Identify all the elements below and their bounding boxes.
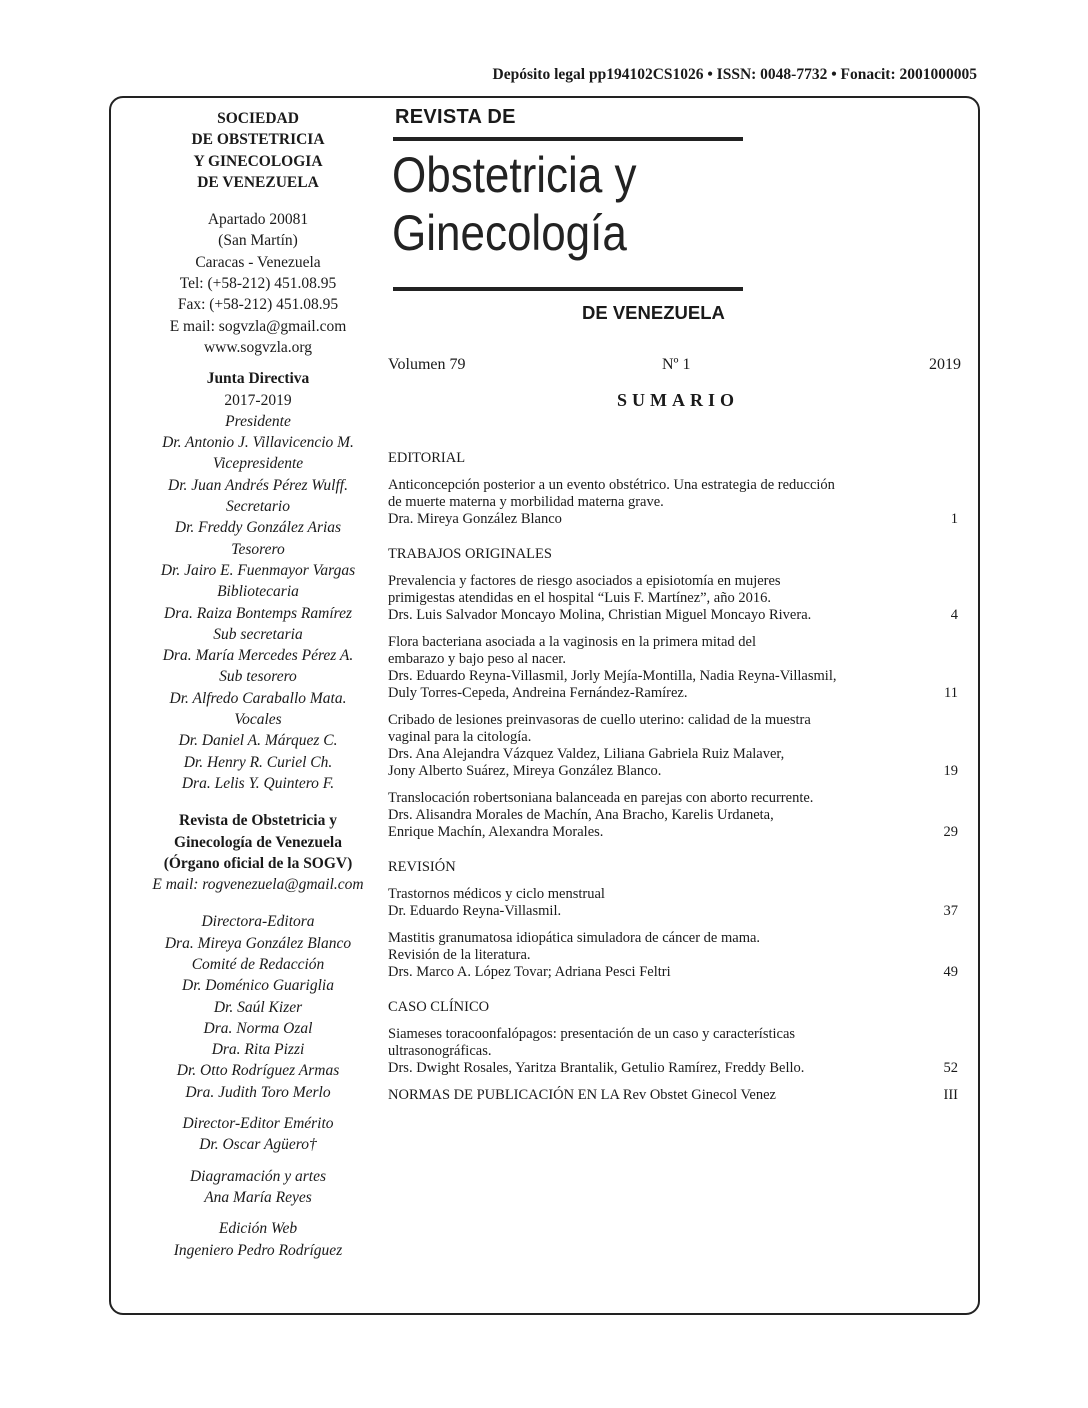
article-line: Drs. Marco A. López Tovar; Adriana Pesci Feltri bbox=[388, 964, 671, 980]
web-credits bbox=[112, 1218, 404, 1261]
junta-line: Bibliotecaria bbox=[217, 583, 299, 601]
article-entry[interactable] bbox=[388, 634, 968, 702]
publication-norms-entry[interactable] bbox=[388, 1087, 968, 1104]
article-text bbox=[388, 790, 888, 841]
article-line: Drs. Alisandra Morales de Machín, Ana Bracho, Karelis Urdaneta, bbox=[388, 807, 774, 823]
article-entry[interactable] bbox=[388, 573, 968, 624]
issue-volume: Volumen 79 bbox=[388, 356, 466, 373]
emeritus-line: Director-Editor Emérito bbox=[182, 1115, 334, 1133]
article-line: Siameses toracoonfalópagos: presentación de un caso y características bbox=[388, 1026, 796, 1042]
masthead-bottom-rule bbox=[393, 287, 743, 291]
article-text bbox=[388, 930, 888, 981]
article-entry[interactable] bbox=[388, 712, 968, 780]
article-page-number: 11 bbox=[944, 685, 958, 701]
editorial-board bbox=[112, 911, 404, 1103]
article-line: Revisión de la literatura. bbox=[388, 947, 531, 963]
article-line: Translocación robertsoniana balanceada en parejas con aborto recurrente. bbox=[388, 790, 814, 806]
article-page-number: 52 bbox=[943, 1060, 958, 1076]
article-text bbox=[388, 886, 888, 920]
web-line: Ingeniero Pedro Rodríguez bbox=[173, 1241, 343, 1259]
design-credits bbox=[112, 1166, 404, 1209]
design-line: Ana María Reyes bbox=[204, 1188, 312, 1206]
article-line: Drs. Dwight Rosales, Yaritza Brantalik, Getulio Ramírez, Freddy Bello. bbox=[388, 1060, 805, 1076]
article-line: Flora bacteriana asociada a la vaginosis en la primera mitad del bbox=[388, 634, 756, 650]
article-line: Dra. Mireya González Blanco bbox=[388, 511, 562, 527]
junta-line: Sub tesorero bbox=[219, 668, 297, 686]
norms-text: NORMAS DE PUBLICACIÓN EN LA Rev Obstet Ginecol Venez bbox=[388, 1087, 776, 1103]
junta-line: Tesorero bbox=[231, 540, 285, 558]
revista-line: Ginecología de Venezuela bbox=[174, 833, 342, 851]
emeritus bbox=[112, 1113, 404, 1156]
address-line: Apartado 20081 bbox=[207, 211, 309, 229]
address-line: Caracas - Venezuela bbox=[195, 253, 321, 271]
article-text bbox=[388, 477, 888, 528]
masthead-title bbox=[392, 146, 637, 262]
board-line: Comité de Redacción bbox=[191, 955, 325, 973]
junta-line: Secretario bbox=[226, 498, 290, 516]
junta-line: Dr. Juan Andrés Pérez Wulff. bbox=[168, 476, 348, 494]
board-line: Dr. Saúl Kizer bbox=[213, 998, 303, 1016]
junta-line: Vicepresidente bbox=[212, 455, 304, 473]
article-page-number: 49 bbox=[943, 964, 958, 980]
board-line: Directora-Editora bbox=[201, 913, 315, 931]
society-address bbox=[112, 209, 404, 358]
address-line: Tel: (+58-212) 451.08.95 bbox=[179, 275, 337, 293]
sumario-heading: SUMARIO bbox=[617, 390, 740, 410]
article-page-number: 37 bbox=[943, 903, 958, 919]
article-line: Enrique Machín, Alexandra Morales. bbox=[388, 824, 604, 840]
address-line: www.sogvzla.org bbox=[203, 338, 313, 356]
junta-line: Dr. Henry R. Curiel Ch. bbox=[183, 753, 333, 771]
junta-line: Dr. Jairo E. Fuenmayor Vargas bbox=[160, 561, 356, 579]
junta-members bbox=[112, 411, 404, 794]
address-line: Fax: (+58-212) 451.08.95 bbox=[177, 296, 339, 314]
article-line: Cribado de lesiones preinvasoras de cuello uterino: calidad de la muestra bbox=[388, 712, 811, 728]
article-line: Jony Alberto Suárez, Mireya González Blanco. bbox=[388, 763, 662, 779]
section-heading: EDITORIAL bbox=[388, 450, 466, 466]
section-heading: TRABAJOS ORIGINALES bbox=[388, 546, 552, 562]
article-page-number: 19 bbox=[943, 763, 958, 779]
address-line: E mail: sogvzla@gmail.com bbox=[169, 317, 347, 335]
left-column bbox=[112, 108, 404, 1261]
article-line: Prevalencia y factores de riesgo asociados a episiotomía en mujeres bbox=[388, 573, 781, 589]
revista-info bbox=[112, 810, 404, 895]
junta-line: Presidente bbox=[225, 412, 291, 430]
article-line: embarazo y bajo peso al nacer. bbox=[388, 651, 566, 667]
article-page-number: 29 bbox=[943, 824, 958, 840]
article-entry[interactable] bbox=[388, 477, 968, 528]
junta-line: Dra. Lelis Y. Quintero F. bbox=[181, 774, 335, 792]
junta-line: Dr. Freddy González Arias bbox=[174, 519, 342, 537]
web-line: Edición Web bbox=[218, 1220, 298, 1238]
article-line: Mastitis granumatosa idiopática simuladora de cáncer de mama. bbox=[388, 930, 761, 946]
article-text bbox=[388, 634, 888, 702]
board-line: Dra. Mireya González Blanco bbox=[164, 934, 352, 952]
junta-line: Vocales bbox=[234, 711, 282, 729]
masthead-revista-de: REVISTA DE bbox=[395, 106, 516, 128]
emeritus-line: Dr. Oscar Agüero† bbox=[199, 1136, 317, 1154]
masthead-de-venezuela: DE VENEZUELA bbox=[582, 302, 725, 323]
junta-line: Dr. Daniel A. Márquez C. bbox=[178, 732, 338, 750]
junta-directiva bbox=[112, 368, 404, 794]
junta-line: Dra. María Mercedes Pérez A. bbox=[162, 647, 354, 665]
article-page-number: 1 bbox=[950, 511, 958, 527]
article-line: de muerte materna y morbilidad materna grave. bbox=[388, 494, 664, 510]
table-of-contents bbox=[388, 450, 968, 1104]
article-text bbox=[388, 712, 888, 780]
legal-deposit-line: Depósito legal pp194102CS1026 • ISSN: 0048-7732 • Fonacit: 2001000005 bbox=[492, 66, 977, 83]
article-line: Drs. Ana Alejandra Vázquez Valdez, Liliana Gabriela Ruiz Malaver, bbox=[388, 746, 785, 762]
article-page-number: 4 bbox=[950, 607, 958, 623]
article-line: primigestas atendidas en el hospital “Luis F. Martínez”, año 2016. bbox=[388, 590, 771, 606]
article-line: ultrasonográficas. bbox=[388, 1043, 492, 1059]
society-name-line: DE OBSTETRICIA bbox=[191, 131, 325, 149]
board-line: Dra. Judith Toro Merlo bbox=[185, 1083, 331, 1101]
junta-period: 2017-2019 bbox=[224, 391, 292, 409]
article-entry[interactable] bbox=[388, 1026, 968, 1077]
article-line: Duly Torres-Cepeda, Andreina Fernández-Ramírez. bbox=[388, 685, 688, 701]
section-heading: REVISIÓN bbox=[388, 859, 456, 875]
board-line: Dra. Rita Pizzi bbox=[211, 1041, 305, 1059]
board-line: Dr. Doménico Guariglia bbox=[182, 977, 334, 995]
article-line: Anticoncepción posterior a un evento obstétrico. Una estrategia de reducción bbox=[388, 477, 835, 493]
article-entry[interactable] bbox=[388, 930, 968, 981]
revista-line: Revista de Obstetricia y bbox=[179, 812, 337, 830]
masthead-title-line1: Obstetricia y bbox=[392, 147, 637, 203]
norms-page-number: III bbox=[943, 1087, 958, 1103]
issue-year: 2019 bbox=[929, 356, 961, 373]
junta-line: Dra. Raiza Bontemps Ramírez bbox=[164, 604, 352, 622]
design-line: Diagramación y artes bbox=[189, 1167, 327, 1185]
revista-email: E mail: rogvenezuela@gmail.com bbox=[152, 876, 364, 894]
junta-line: Sub secretaria bbox=[213, 625, 303, 643]
society-name-line: SOCIEDAD bbox=[217, 110, 299, 127]
article-line: Trastornos médicos y ciclo menstrual bbox=[388, 886, 605, 902]
junta-line: Dr. Alfredo Caraballo Mata. bbox=[169, 689, 347, 707]
board-line: Dra. Norma Ozal bbox=[203, 1019, 313, 1037]
board-line: Dr. Otto Rodríguez Armas bbox=[176, 1062, 340, 1080]
revista-line: (Órgano oficial de la SOGV) bbox=[163, 854, 353, 872]
article-entry[interactable] bbox=[388, 886, 968, 920]
society-name bbox=[112, 108, 404, 193]
junta-title: Junta Directiva bbox=[206, 370, 310, 388]
masthead-top-rule bbox=[393, 137, 743, 141]
issue-number: Nº 1 bbox=[662, 356, 691, 373]
society-name-line: DE VENEZUELA bbox=[197, 173, 319, 191]
article-line: Dr. Eduardo Reyna-Villasmil. bbox=[388, 903, 562, 919]
article-line: Drs. Eduardo Reyna-Villasmil, Jorly Mejía-Montilla, Nadia Reyna-Villasmil, bbox=[388, 668, 837, 684]
article-line: Drs. Luis Salvador Moncayo Molina, Christian Miguel Moncayo Rivera. bbox=[388, 607, 812, 623]
address-line: (San Martín) bbox=[218, 232, 298, 250]
article-text bbox=[388, 1026, 888, 1077]
article-entry[interactable] bbox=[388, 790, 968, 841]
junta-line: Dr. Antonio J. Villavicencio M. bbox=[162, 434, 354, 452]
article-text bbox=[388, 573, 888, 624]
masthead-title-line2: Ginecología bbox=[392, 205, 627, 261]
section-heading: CASO CLÍNICO bbox=[388, 999, 490, 1015]
article-line: vaginal para la citología. bbox=[388, 729, 532, 745]
society-name-line: Y GINECOLOGIA bbox=[193, 152, 323, 170]
